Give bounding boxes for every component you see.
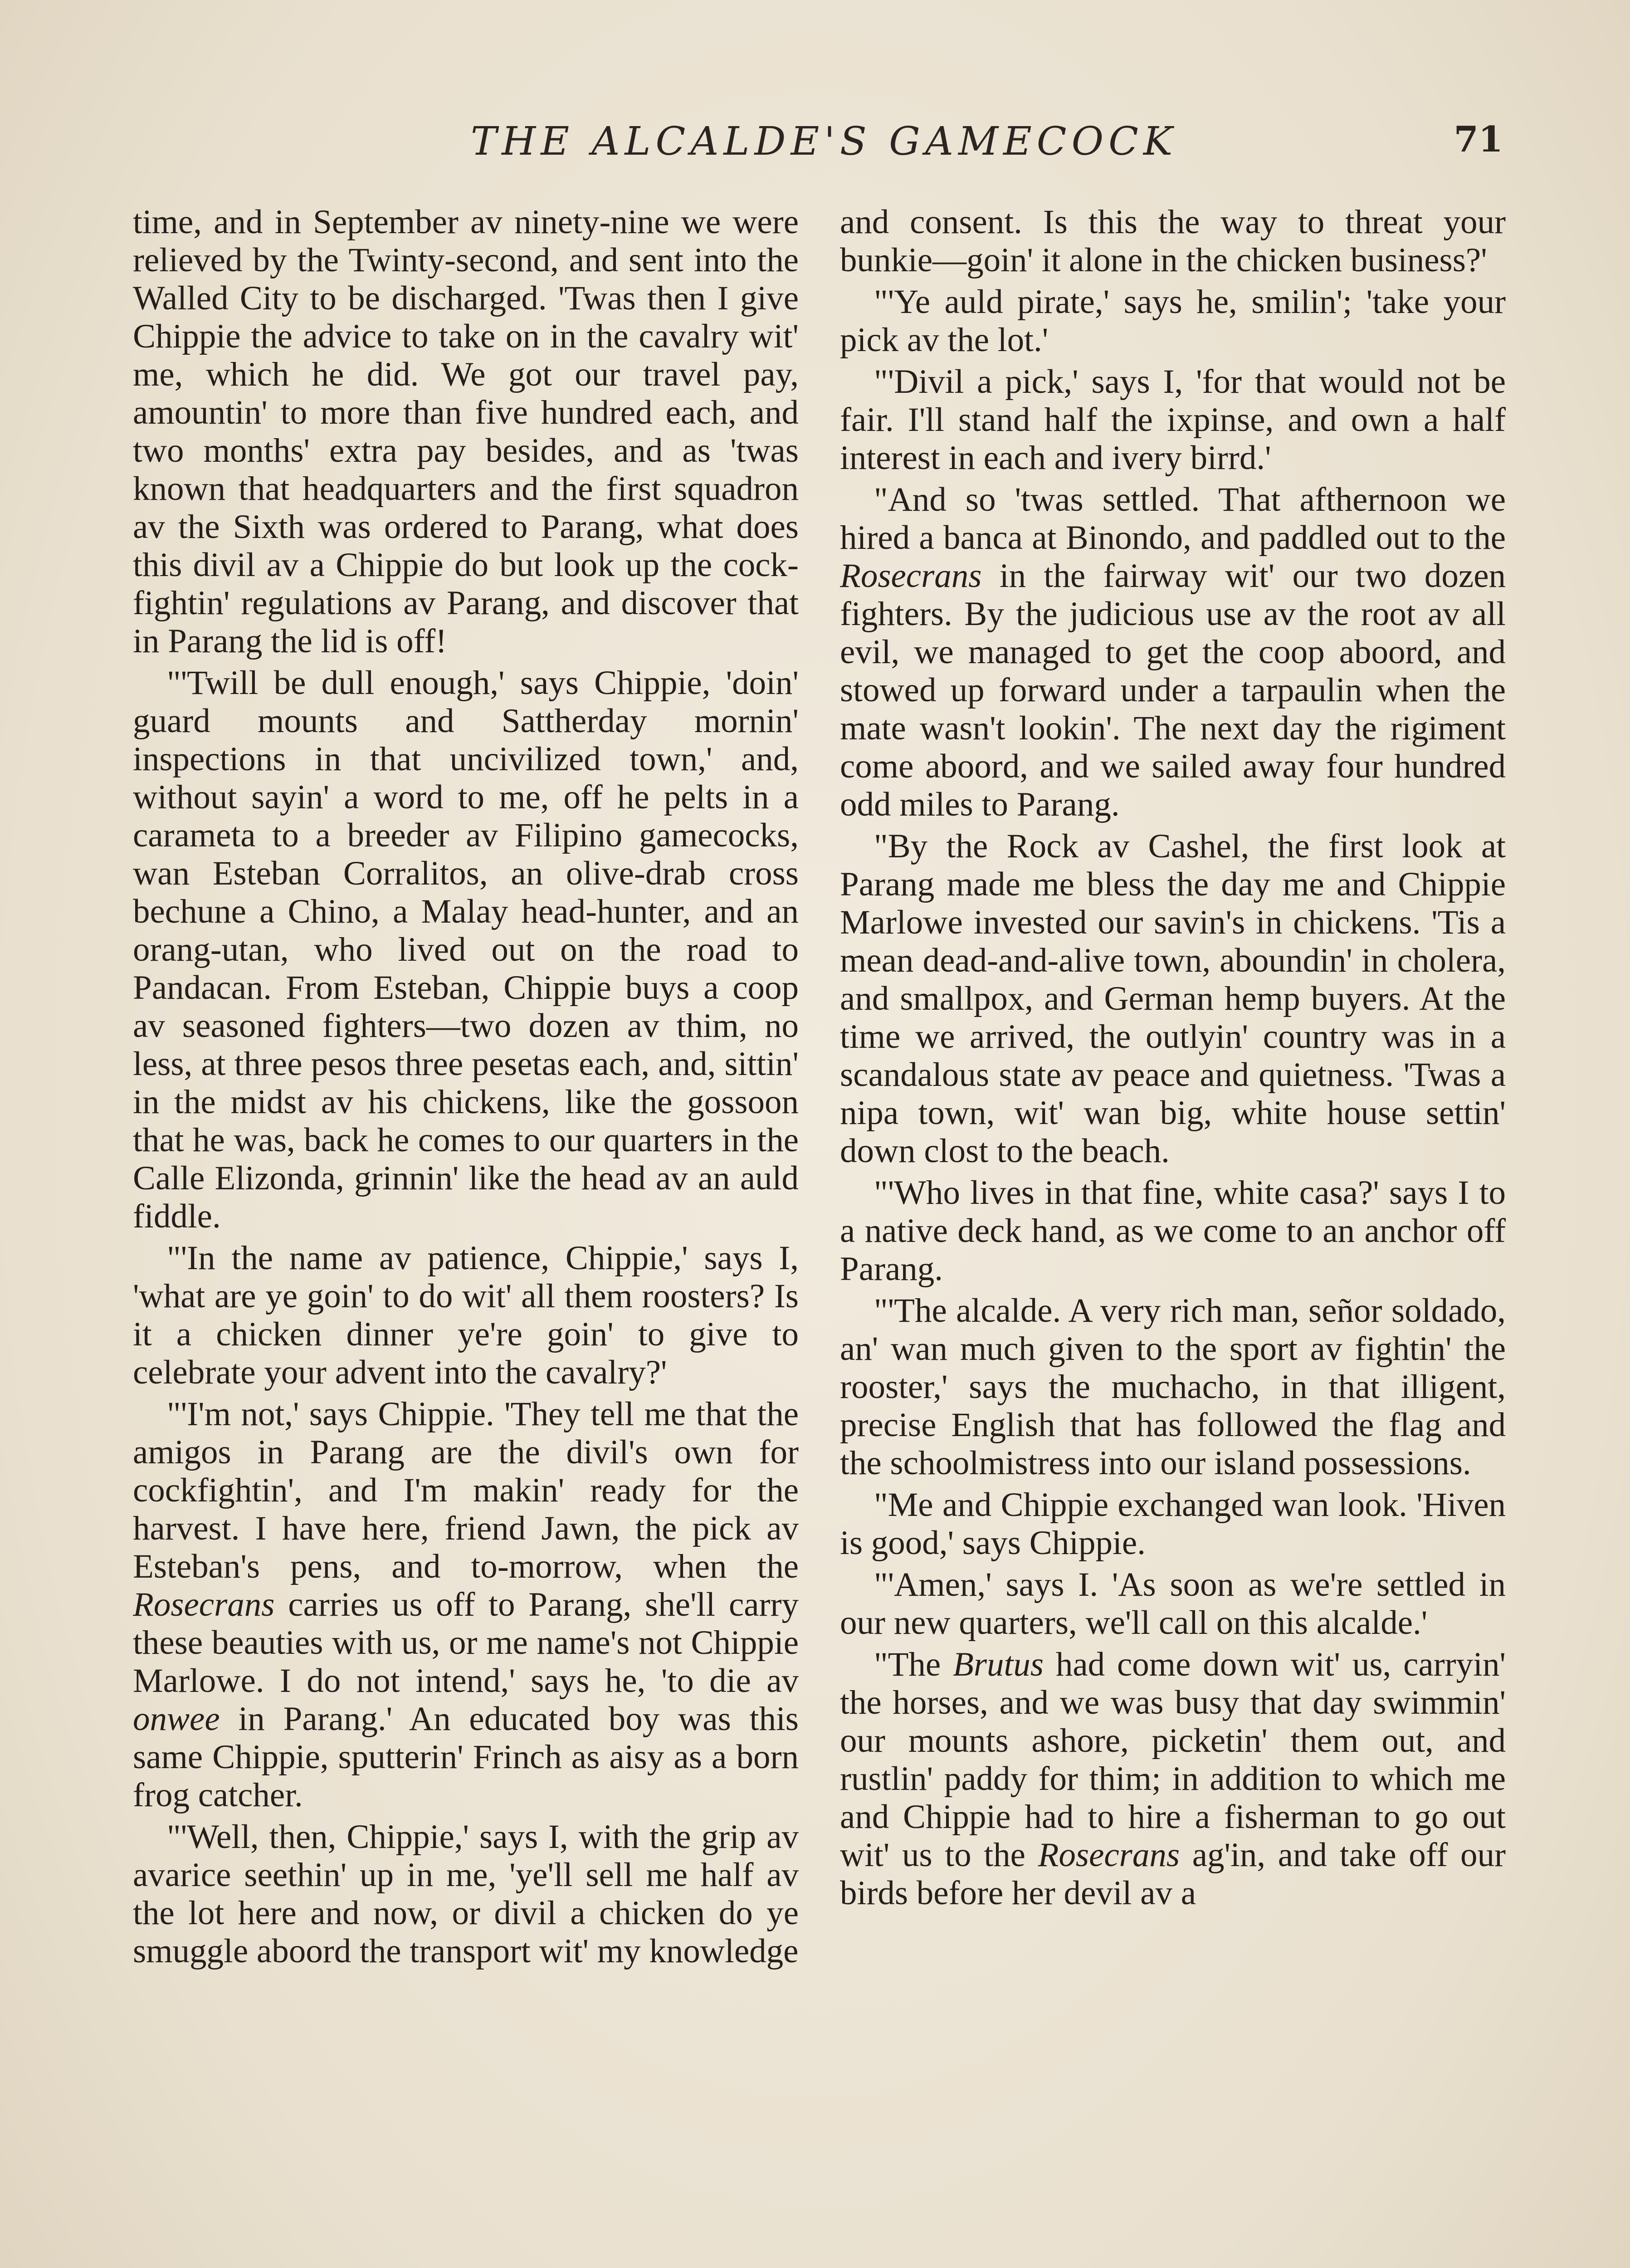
paragraph: "And so 'twas settled. That afthernoon we hired a banca at Binondo, and paddled out to the Rosecrans in the fairway wit' our two dozen fighters. By the judicious use av the root av all evil, we managed to get the coop aboord, and stowed up forward under a tarpaulin when the mate wasn't lookin'. The next day the rigiment come aboord, and we sailed away four hundred odd miles to Parang. — [840, 481, 1506, 823]
paragraph: "'Well, then, Chippie,' says I, with the grip av avarice seethin' up in me, 'ye'll sell me half av the lot here and now, or divil a chicken do ye smuggle aboord the transport wit' my knowledge — [133, 1818, 799, 1970]
paragraph: "'I'm not,' says Chippie. 'They tell me that the amigos in Parang are the divil's own for cockfightin', and I'm makin' ready for the harvest. I have here, friend Jawn, the pick av Esteban's pens, and to-morrow, when the Rosecrans carries us off to Parang, she'll carry these beauties with us, or me name's not Chippie Marlowe. I do not intend,' says he, 'to die av onwee in Parang.' An educated boy was this same Chippie, sputterin' Frinch as aisy as a born frog catcher. — [133, 1395, 799, 1814]
paragraph: and consent. Is this the way to threat your bunkie—goin' it alone in the chicken business?' — [840, 203, 1506, 279]
paragraph: time, and in September av ninety-nine we were relieved by the Twinty-second, and sent into the Walled City to be discharged. 'Twas then I give Chippie the advice to take on in the cavalry wit' me, which he did. We got our travel pay, amountin' to more than five hundred each, and two months' extra pay besides, and as 'twas known that headquarters and the first squadron av the Sixth was ordered to Parang, what does this divil av a Chippie do but look up the cock-fightin' regulations av Parang, and discover that in Parang the lid is off! — [133, 203, 799, 660]
paragraph: "'In the name av patience, Chippie,' says I, 'what are ye goin' to do wit' all them roosters? Is it a chicken dinner ye're goin' to give to celebrate your advent into the cavalry?' — [133, 1239, 799, 1391]
paragraph: "The Brutus had come down wit' us, carryin' the horses, and we was busy that day swimmin' our mounts ashore, picketin' them out, and rustlin' paddy for thim; in addition to which me and Chippie had to hire a fisherman to go out wit' us to the Rosecrans ag'in, and take off our birds before her devil av a — [840, 1646, 1506, 1912]
page-number: 71 — [1454, 119, 1503, 160]
right-text-column — [840, 203, 1506, 2268]
paragraph: "'Divil a pick,' says I, 'for that would not be fair. I'll stand half the ixpinse, and own a half interest in each and ivery birrd.' — [840, 363, 1506, 477]
page-header — [127, 119, 1521, 173]
paragraph: "'Twill be dull enough,' says Chippie, 'doin' guard mounts and Sattherday mornin' inspections in that uncivilized town,' and, without sayin' a word to me, off he pelts in a carameta to a breeder av Filipino gamecocks, wan Esteban Corralitos, an olive-drab cross bechune a Chino, a Malay head-hunter, and an orang-utan, who lived out on the road to Pandacan. From Esteban, Chippie buys a coop av seasoned fighters—two dozen av thim, no less, at three pesos three pesetas each, and, sittin' in the midst av his chickens, like the gossoon that he was, back he comes to our quarters in the Calle Elizonda, grinnin' like the head av an auld fiddle. — [133, 664, 799, 1235]
paragraph: "Me and Chippie exchanged wan look. 'Hiven is good,' says Chippie. — [840, 1486, 1506, 1562]
paragraph: "'The alcalde. A very rich man, señor soldado, an' wan much given to the sport av fightin' the rooster,' says the muchacho, in that illigent, precise English that has followed the flag and the schoolmistress into our island possessions. — [840, 1292, 1506, 1482]
left-text-column — [133, 203, 799, 2268]
paragraph: "'Ye auld pirate,' says he, smilin'; 'take your pick av the lot.' — [840, 283, 1506, 359]
paragraph: "'Who lives in that fine, white casa?' says I to a native deck hand, as we come to an anchor off Parang. — [840, 1174, 1506, 1288]
paragraph: "'Amen,' says I. 'As soon as we're settled in our new quarters, we'll call on this alcalde.' — [840, 1566, 1506, 1642]
running-title: THE ALCALDE'S GAMECOCK — [470, 119, 1178, 164]
paragraph: "By the Rock av Cashel, the first look at Parang made me bless the day me and Chippie Marlowe invested our savin's in chickens. 'Tis a mean dead-and-alive town, aboundin' in cholera, and smallpox, and German hemp buyers. At the time we arrived, the outlyin' country was in a scandalous state av peace and quietness. 'Twas a nipa town, wit' wan big, white house settin' down clost to the beach. — [840, 827, 1506, 1170]
